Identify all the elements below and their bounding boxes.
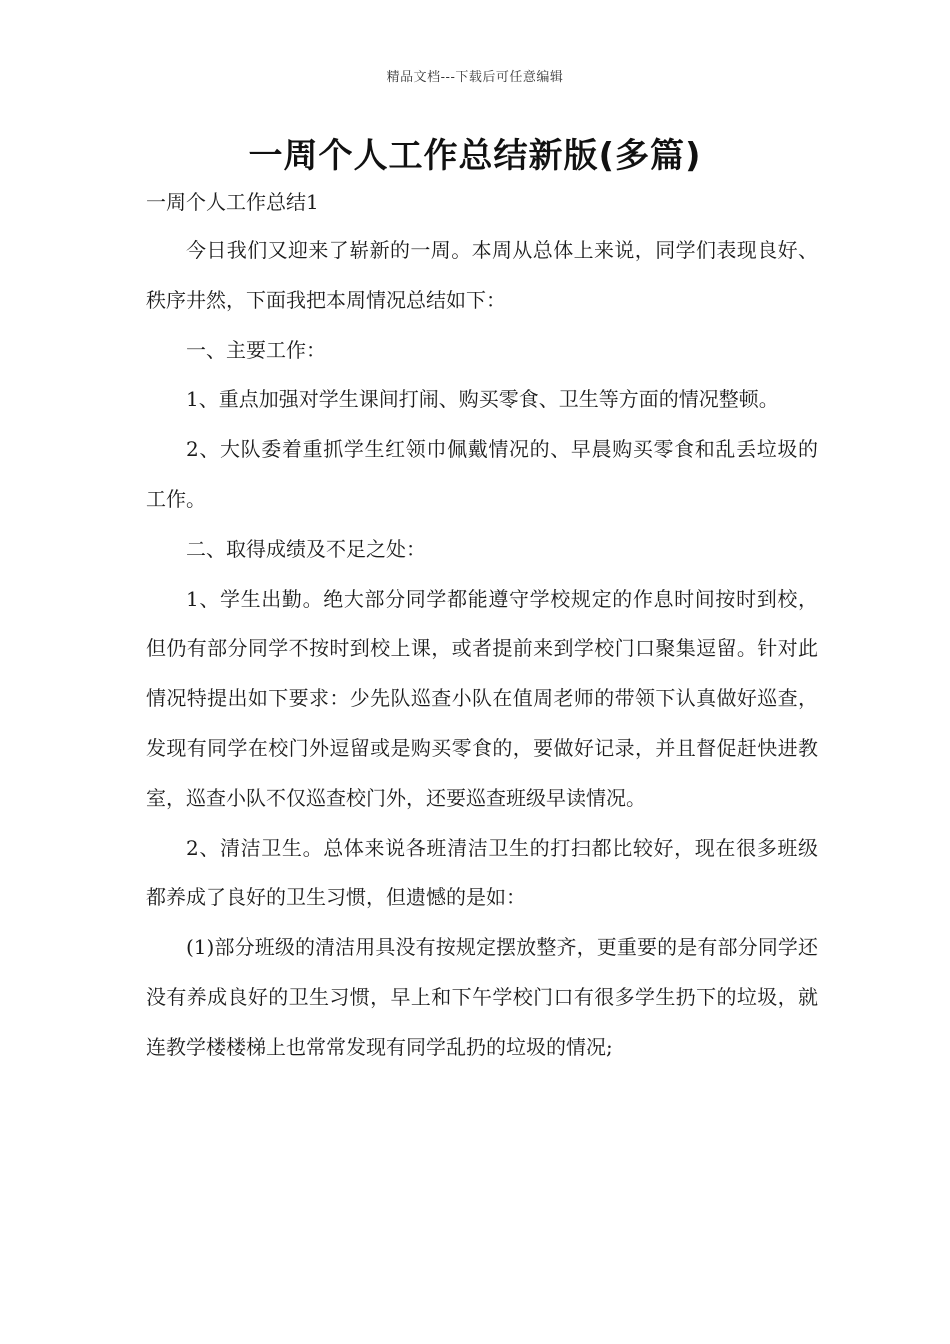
paragraph-cleaning: 2、清洁卫生。总体来说各班清洁卫生的打扫都比较好，现在很多班级都养成了良好的卫生习惯，但遗憾的是如： (146, 835, 818, 910)
paragraph-cleaning-sub-1: (1)部分班级的清洁用具没有按规定摆放整齐，更重要的是有部分同学还没有养成良好的卫生习惯，早上和下午学校门口有很多学生扔下的垃圾，就连教学楼楼梯上也常常发现有同学乱扔的垃圾的情况; (146, 935, 818, 1059)
paragraph-heading-results: 二、取得成绩及不足之处： (186, 536, 426, 561)
section-heading: 一周个人工作总结1 (146, 190, 319, 214)
header-note: 精品文档---下载后可任意编辑 (386, 70, 564, 85)
paragraph-item-2: 2、大队委着重抓学生红领巾佩戴情况的、早晨购买零食和乱丢垃圾的工作。 (146, 437, 818, 511)
paragraph-heading-main-work: 一、主要工作： (186, 337, 326, 362)
page-title: 一周个人工作总结新版(多篇) (248, 136, 702, 176)
document-body (146, 226, 818, 1073)
paragraph-item-1: 1、重点加强对学生课间打闹、购买零食、卫生等方面的情况整顿。 (186, 387, 779, 412)
paragraph-attendance: 1、学生出勤。绝大部分同学都能遵守学校规定的作息时间按时到校，但仍有部分同学不按时到校上课，或者提前来到学校门口聚集逗留。针对此情况特提出如下要求：少先队巡查小队在值周老师的带领下认真做好巡查，发现有同学在校门外逗留或是购买零食的，要做好记录，并且督促赶快进教室，巡查小队不仅巡查校门外，还要巡查班级早读情况。 (146, 586, 818, 810)
paragraph-intro: 今日我们又迎来了崭新的一周。本周从总体上来说，同学们表现良好、秩序井然，下面我把本周情况总结如下： (146, 238, 818, 312)
